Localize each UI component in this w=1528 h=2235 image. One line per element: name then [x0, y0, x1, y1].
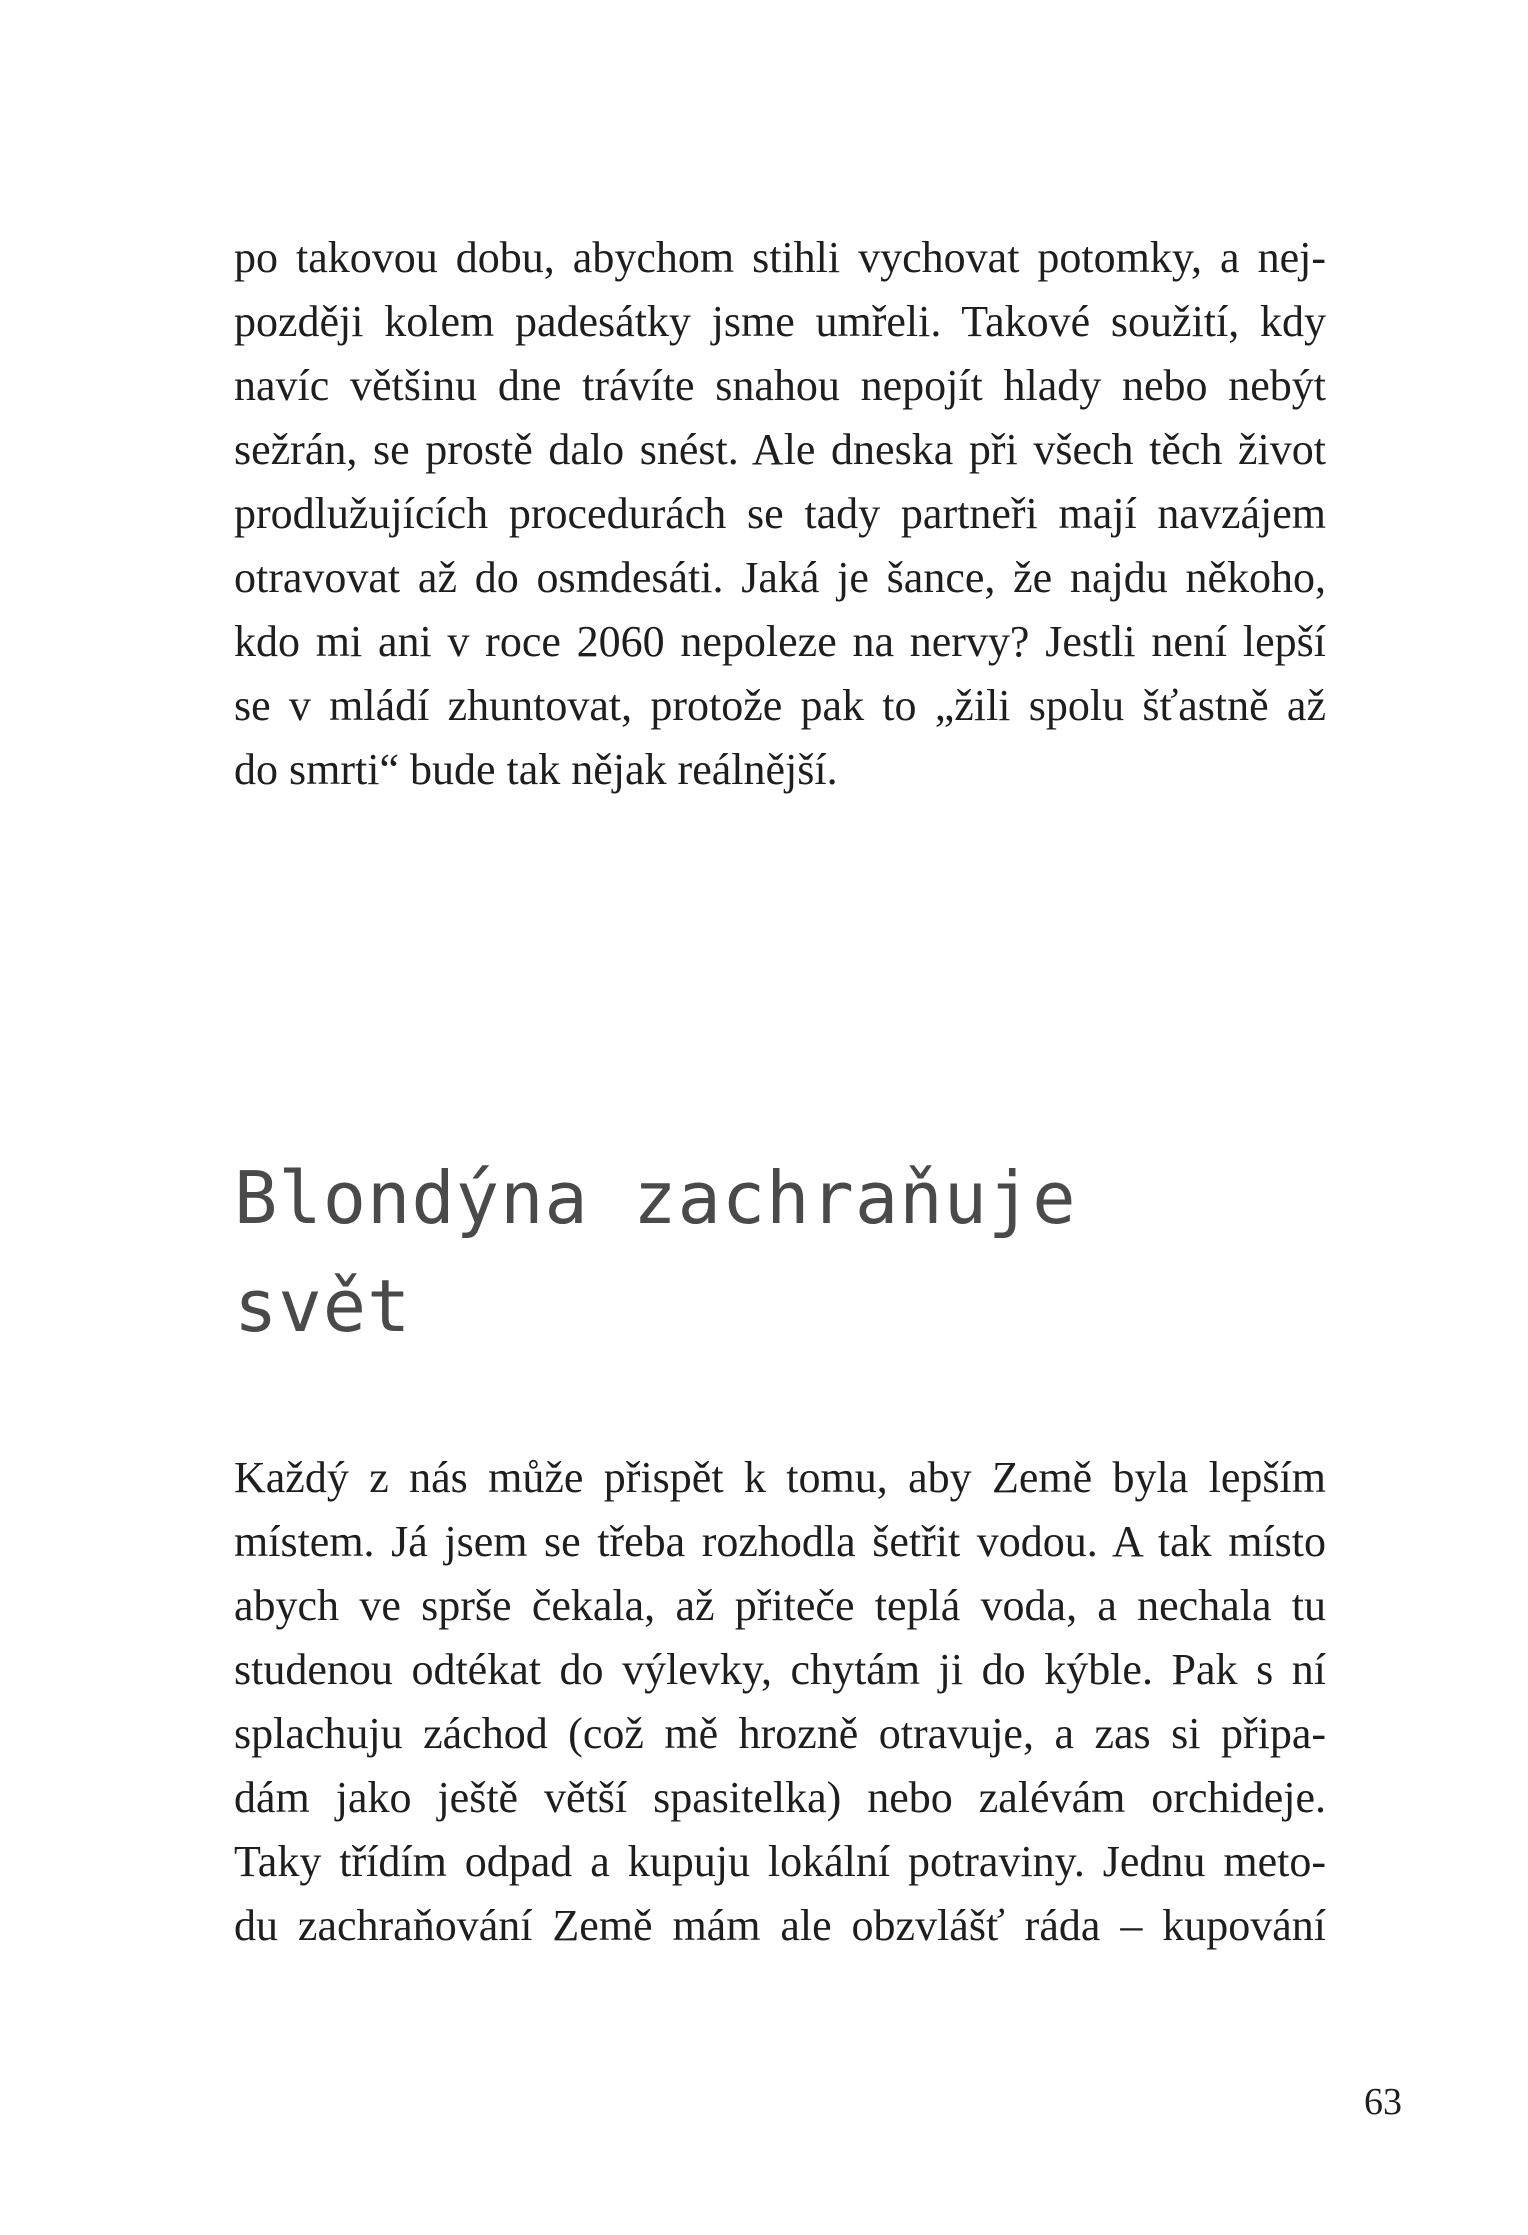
paragraph-line: dám jako ještě větší spasitelka) nebo zalévám orchideje. [234, 1773, 1326, 1822]
paragraph-line: Každý z nás může přispět k tomu, aby Země byla lepším [234, 1453, 1326, 1502]
paragraph-line: otravovat až do osmdesáti. Jaká je šance, že najdu někoho, [234, 553, 1326, 602]
body-paragraph-1 [234, 226, 1326, 802]
paragraph-line: kdo mi ani v roce 2060 nepoleze na nervy? Jestli není lepší [234, 617, 1326, 666]
paragraph-line: místem. Já jsem se třeba rozhodla šetřit vodou. A tak místo [234, 1517, 1326, 1566]
paragraph-line: prodlužujících procedurách se tady partneři mají navzájem [234, 489, 1326, 538]
paragraph-line: Taky třídím odpad a kupuju lokální potraviny. Jednu meto- [234, 1837, 1326, 1886]
paragraph-line: navíc většinu dne trávíte snahou nepojít hlady nebo nebýt [234, 361, 1326, 410]
body-paragraph-2 [234, 1446, 1326, 1958]
paragraph-line: později kolem padesátky jsme umřeli. Takové soužití, kdy [234, 297, 1326, 346]
paragraph-line: po takovou dobu, abychom stihli vychovat potomky, a nej- [234, 233, 1326, 282]
paragraph-line: du zachraňování Země mám ale obzvlášť ráda – kupování [234, 1901, 1326, 1950]
paragraph-line: do smrti“ bude tak nějak reálnější. [234, 745, 838, 794]
paragraph-line: sežrán, se prostě dalo snést. Ale dneska při všech těch život [234, 425, 1326, 474]
page-number: 63 [1364, 2081, 1402, 2123]
chapter-title [234, 1144, 1334, 1360]
paragraph-line: splachuju záchod (což mě hrozně otravuje, a zas si připa- [234, 1709, 1326, 1758]
chapter-title-line: Blondýna zachraňuje [234, 1156, 1077, 1240]
paragraph-line: abych ve sprše čekala, až přiteče teplá voda, a nechala tu [234, 1581, 1326, 1630]
paragraph-line: se v mládí zhuntovat, protože pak to „žili spolu šťastně až [234, 681, 1326, 730]
chapter-title-line: svět [234, 1264, 412, 1348]
paragraph-line: studenou odtékat do výlevky, chytám ji do kýble. Pak s ní [234, 1645, 1326, 1694]
